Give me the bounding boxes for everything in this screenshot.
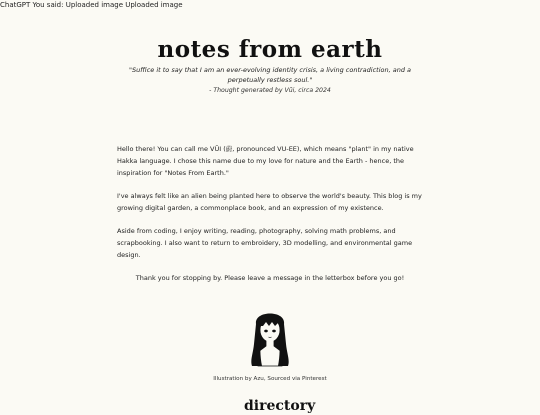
page-title: notes from earth bbox=[157, 36, 383, 63]
directory-heading-text: directory bbox=[244, 398, 316, 414]
girl-portrait-illustration bbox=[244, 304, 296, 368]
intro-section bbox=[117, 143, 423, 295]
epigraph-attribution: - Thought generated by Vũi, circa 2024 bbox=[209, 87, 331, 94]
epigraph-quote: "Suffice it to say that I am an ever-evolving identity crisis, a living contradiction, and a perpetually restless soul." bbox=[128, 66, 412, 84]
intro-paragraph-hobbies: Aside from coding, I enjoy writing, reading, photography, solving math problems, and scrapbooking. I also want to return to embroidery, 3D modelling, and environmental game design. bbox=[117, 227, 413, 259]
chat-header-text: ChatGPT You said: Uploaded image Uploaded image bbox=[0, 1, 183, 9]
intro-paragraph-greeting: Hello there! You can call me VŨI (蔚, pronounced VU-EE), which means "plant" in my native Hakka language. I chose this name due to my love for nature and the Earth - hence, the inspiration for "Notes From Earth." bbox=[117, 145, 414, 177]
illustration-caption: Illustration by Azu, Sourced via Pinterest bbox=[213, 376, 327, 382]
directory-heading bbox=[244, 395, 316, 414]
intro-paragraph-about-blog: I've always felt like an alien being planted here to observe the world's beauty. This blog is my growing digital garden, a commonplace book, and an expression of my existence. bbox=[117, 192, 422, 212]
intro-paragraph-thanks: Thank you for stopping by. Please leave a message in the letterbox before you go! bbox=[135, 274, 405, 282]
